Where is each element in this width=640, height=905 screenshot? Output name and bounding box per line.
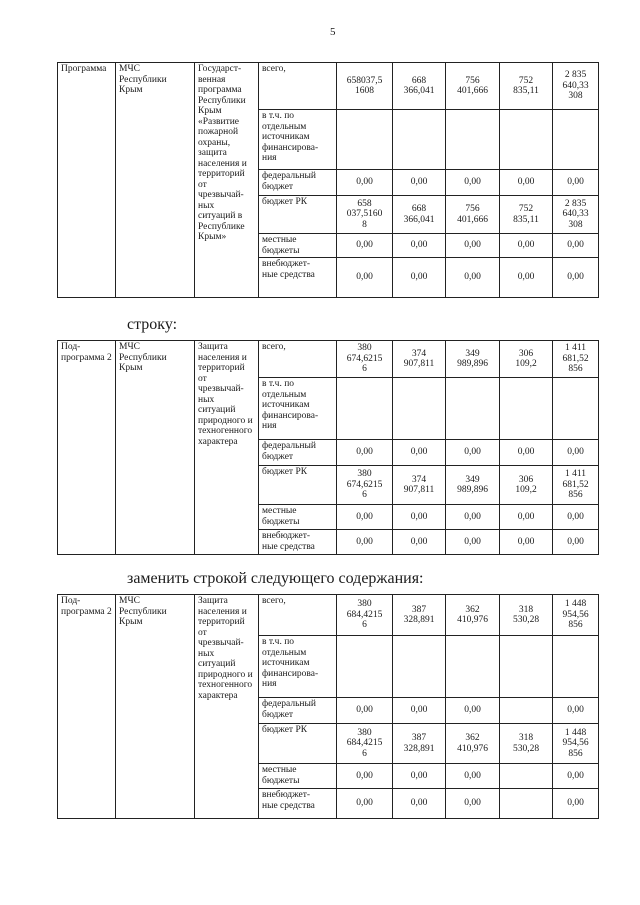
value-cell: 0,00 [337, 258, 393, 298]
value-cell: 668 366,041 [393, 196, 446, 234]
value-cell: 0,00 [446, 698, 500, 724]
value-cell: 0,00 [553, 170, 599, 196]
value-cell: 668 366,041 [393, 63, 446, 110]
subprogram-new-table [57, 594, 599, 819]
kind-cell: Программа [58, 63, 116, 298]
value-cell: 2 835 640,33 308 [553, 196, 599, 234]
source-cell: внебюджет- ные средства [259, 530, 337, 555]
value-cell: 0,00 [393, 170, 446, 196]
value-cell: 0,00 [446, 530, 500, 555]
value-cell [553, 110, 599, 170]
table-row [58, 63, 599, 110]
value-cell: 0,00 [393, 764, 446, 789]
value-cell: 0,00 [500, 258, 553, 298]
source-cell: внебюджет- ные средства [259, 258, 337, 298]
kind-cell: Под- программа 2 [58, 341, 116, 555]
program-name-cell: Государст- венная программа Республики Крым «Развитие пожарной охраны, защита населения и территорий от чрезвычай- ных ситуаций в Республике Крым» [195, 63, 259, 298]
value-cell: 0,00 [500, 440, 553, 466]
value-cell [500, 698, 553, 724]
value-cell: 0,00 [337, 530, 393, 555]
value-cell: 658 037,5160 8 [337, 196, 393, 234]
value-cell [337, 636, 393, 698]
kind-cell: Под- программа 2 [58, 595, 116, 819]
value-cell [500, 636, 553, 698]
section-heading-replace: заменить строкой следующего содержания: [127, 570, 424, 587]
value-cell: 1 411 681,52 856 [553, 341, 599, 378]
source-cell: в т.ч. по отдельным источникам финансирова- ния [259, 110, 337, 170]
value-cell: 380 674,6215 6 [337, 466, 393, 505]
value-cell [500, 764, 553, 789]
value-cell [446, 110, 500, 170]
source-cell: федеральный бюджет [259, 698, 337, 724]
value-cell: 0,00 [337, 698, 393, 724]
value-cell: 0,00 [337, 505, 393, 530]
page-number: 5 [330, 26, 336, 38]
value-cell: 306 109,2 [500, 466, 553, 505]
subprogram-old-table [57, 340, 599, 555]
program-name-cell: Защита населения и территорий от чрезвычай- ных ситуаций природного и техногенного характера [195, 595, 259, 819]
value-cell: 1 448 954,56 856 [553, 724, 599, 764]
value-cell: 380 674,6215 6 [337, 341, 393, 378]
value-cell [500, 110, 553, 170]
value-cell [393, 110, 446, 170]
value-cell: 0,00 [446, 440, 500, 466]
value-cell: 0,00 [393, 789, 446, 819]
value-cell: 380 684,4215 6 [337, 595, 393, 636]
value-cell: 0,00 [553, 789, 599, 819]
value-cell [393, 378, 446, 440]
value-cell: 362 410,976 [446, 595, 500, 636]
value-cell: 0,00 [500, 530, 553, 555]
source-cell: местные бюджеты [259, 764, 337, 789]
value-cell: 0,00 [553, 764, 599, 789]
value-cell [446, 636, 500, 698]
source-cell: всего, [259, 595, 337, 636]
table-row [58, 595, 599, 636]
value-cell: 0,00 [446, 789, 500, 819]
value-cell [393, 636, 446, 698]
program-name-cell: Защита населения и территорий от чрезвычай- ных ситуаций природного и техногенного характера [195, 341, 259, 555]
value-cell: 1 448 954,56 856 [553, 595, 599, 636]
value-cell: 752 835,11 [500, 63, 553, 110]
value-cell: 349 989,896 [446, 466, 500, 505]
value-cell: 756 401,666 [446, 63, 500, 110]
value-cell: 0,00 [393, 258, 446, 298]
source-cell: бюджет РК [259, 196, 337, 234]
value-cell: 1 411 681,52 856 [553, 466, 599, 505]
value-cell: 2 835 640,33 308 [553, 63, 599, 110]
value-cell [337, 378, 393, 440]
source-cell: бюджет РК [259, 466, 337, 505]
value-cell: 0,00 [337, 789, 393, 819]
value-cell: 0,00 [446, 764, 500, 789]
value-cell: 752 835,11 [500, 196, 553, 234]
value-cell: 0,00 [553, 530, 599, 555]
value-cell: 0,00 [553, 258, 599, 298]
table-row [58, 341, 599, 378]
value-cell: 0,00 [553, 440, 599, 466]
value-cell [553, 378, 599, 440]
source-cell: внебюджет- ные средства [259, 789, 337, 819]
value-cell: 306 109,2 [500, 341, 553, 378]
source-cell: всего, [259, 63, 337, 110]
value-cell: 0,00 [500, 505, 553, 530]
source-cell: в т.ч. по отдельным источникам финансирова- ния [259, 636, 337, 698]
value-cell: 0,00 [446, 505, 500, 530]
value-cell: 0,00 [393, 234, 446, 258]
value-cell: 318 530,28 [500, 724, 553, 764]
value-cell: 0,00 [337, 764, 393, 789]
value-cell [500, 789, 553, 819]
value-cell [337, 110, 393, 170]
value-cell: 0,00 [553, 234, 599, 258]
value-cell [553, 636, 599, 698]
value-cell: 756 401,666 [446, 196, 500, 234]
value-cell: 387 328,891 [393, 595, 446, 636]
section-heading-old-row: строку: [127, 316, 178, 333]
value-cell: 0,00 [553, 505, 599, 530]
value-cell: 0,00 [446, 258, 500, 298]
source-cell: федеральный бюджет [259, 170, 337, 196]
source-cell: местные бюджеты [259, 505, 337, 530]
agency-cell: МЧС Республики Крым [116, 595, 195, 819]
value-cell: 349 989,896 [446, 341, 500, 378]
agency-cell: МЧС Республики Крым [116, 341, 195, 555]
value-cell: 0,00 [337, 170, 393, 196]
source-cell: бюджет РК [259, 724, 337, 764]
source-cell: федеральный бюджет [259, 440, 337, 466]
value-cell [500, 378, 553, 440]
value-cell [446, 378, 500, 440]
value-cell: 0,00 [393, 505, 446, 530]
value-cell: 387 328,891 [393, 724, 446, 764]
value-cell: 0,00 [553, 698, 599, 724]
value-cell: 0,00 [337, 234, 393, 258]
value-cell: 0,00 [393, 698, 446, 724]
value-cell: 380 684,4215 6 [337, 724, 393, 764]
value-cell: 0,00 [337, 440, 393, 466]
source-cell: местные бюджеты [259, 234, 337, 258]
source-cell: в т.ч. по отдельным источникам финансирова- ния [259, 378, 337, 440]
source-cell: всего, [259, 341, 337, 378]
value-cell: 362 410,976 [446, 724, 500, 764]
value-cell: 658037,5 1608 [337, 63, 393, 110]
value-cell: 374 907,811 [393, 341, 446, 378]
value-cell: 318 530,28 [500, 595, 553, 636]
value-cell: 0,00 [500, 234, 553, 258]
value-cell: 0,00 [446, 170, 500, 196]
value-cell: 0,00 [393, 530, 446, 555]
agency-cell: МЧС Республики Крым [116, 63, 195, 298]
program-budget-table [57, 62, 599, 298]
value-cell: 0,00 [393, 440, 446, 466]
value-cell: 374 907,811 [393, 466, 446, 505]
value-cell: 0,00 [500, 170, 553, 196]
value-cell: 0,00 [446, 234, 500, 258]
